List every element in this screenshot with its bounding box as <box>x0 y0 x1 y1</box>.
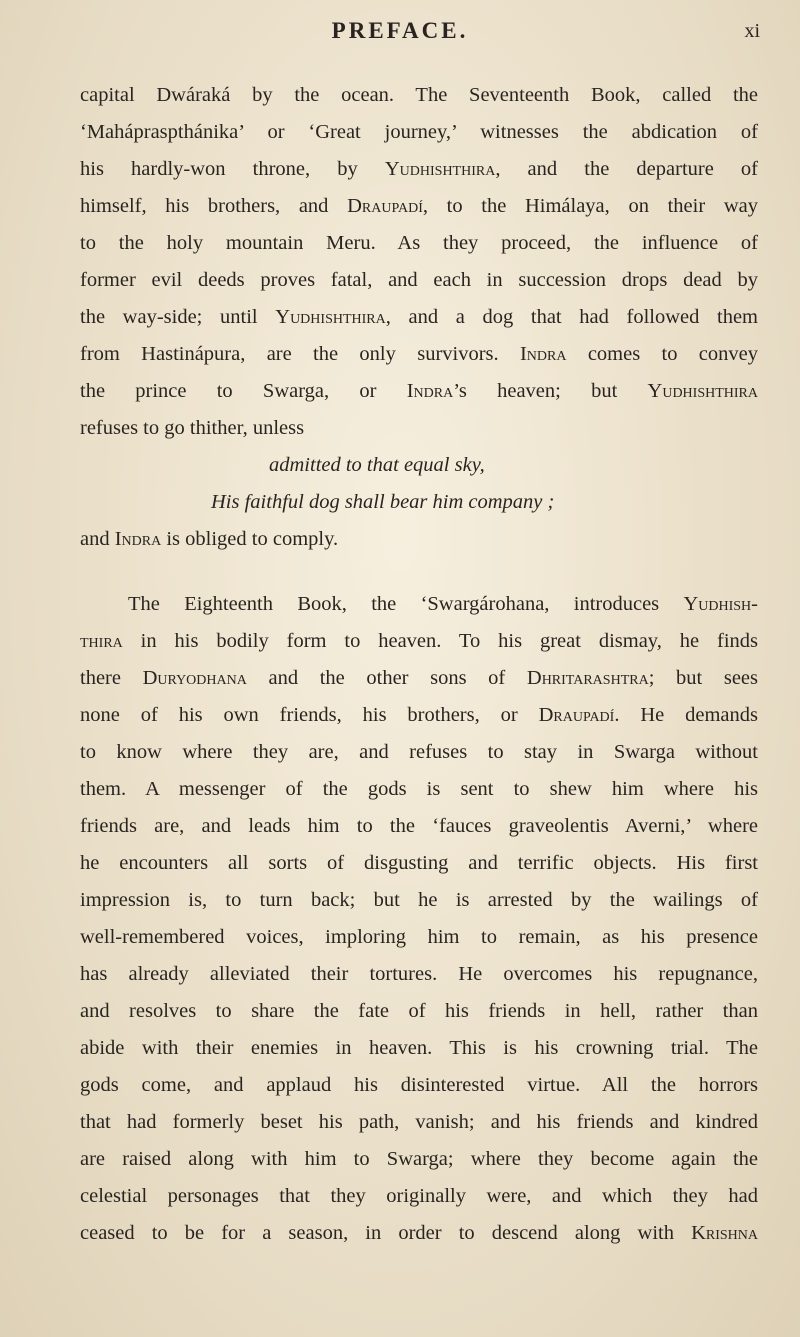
text-line: gods come, and applaud his disinterested virtue. All the horrors <box>80 1074 758 1096</box>
name-yudhishthira: Yudhish- <box>683 593 758 615</box>
text-line: none of his own friends, his brothers, or Draupadí. He demands <box>80 704 758 726</box>
text-line: to the holy mountain Meru. As they proceed, the influence of <box>80 232 758 254</box>
name-draupadi: Draupadí <box>538 704 615 726</box>
text-line: the way-side; until Yudhishthira, and a dog that had followed them <box>80 306 758 328</box>
name-duryodhana: Duryodhana <box>142 667 247 689</box>
paragraph-gap <box>80 558 758 586</box>
text-line: well-remembered voices, imploring him to remain, as his presence <box>80 926 758 948</box>
verse-line: His faithful dog shall bear him company ; <box>211 491 555 513</box>
text-line: ceased to be for a season, in order to descend along with Krishna <box>80 1222 758 1244</box>
name-indra: Indra <box>519 343 567 365</box>
text-line: from Hastinápura, are the only survivors. Indra comes to convey <box>80 343 759 365</box>
text-line: there Duryodhana and the other sons of Dhritarashtra; but sees <box>80 667 758 689</box>
text-line: friends are, and leads him to the ‘fauces graveolentis Averni,’ where <box>80 815 758 837</box>
running-head: PREFACE. <box>331 18 469 43</box>
name-indra: Indra <box>406 380 454 402</box>
text-line: and resolves to share the fate of his friends in hell, rather than <box>80 1000 758 1022</box>
text-line: ‘Mahápraspthánika’ or ‘Great journey,’ witnesses the abdication of <box>80 121 758 143</box>
page-header <box>0 18 800 50</box>
paragraph-3 <box>80 586 758 1252</box>
text-line: are raised along with him to Swarga; where they become again the <box>80 1148 758 1170</box>
text-line: them. A messenger of the gods is sent to shew him where his <box>80 778 758 800</box>
verse-quotation <box>80 447 758 521</box>
paragraph-2 <box>80 521 758 558</box>
name-indra: Indra <box>114 528 162 550</box>
paragraph-1 <box>80 77 758 447</box>
text-line: himself, his brothers, and Draupadí, to the Himálaya, on their way <box>80 195 758 217</box>
name-dhritarashtra: Dhritarashtra <box>526 667 649 689</box>
text-line: celestial personages that they originally were, and which they had <box>80 1185 758 1207</box>
name-draupadi: Draupadí <box>347 195 423 217</box>
text-line: to know where they are, and refuses to stay in Swarga without <box>80 741 758 763</box>
text-line: and Indra is obliged to comply. <box>80 528 339 550</box>
text-line: abide with their enemies in heaven. This is his crowning trial. The <box>80 1037 758 1059</box>
body-text <box>80 77 758 1252</box>
text-line: he encounters all sorts of disgusting and terrific objects. His first <box>80 852 758 874</box>
name-krishna: Krishna <box>691 1222 758 1244</box>
page-number: xi <box>744 20 760 42</box>
text-line: capital Dwáraká by the ocean. The Seventeenth Book, called the <box>80 84 758 106</box>
text-line: the prince to Swarga, or Indra’s heaven; but Yudhishthira <box>80 380 758 402</box>
name-yudhishthira: Yudhishthira <box>275 306 386 328</box>
name-yudhishthira: Yudhishthira <box>384 158 496 180</box>
text-line: The Eighteenth Book, the ‘Swargárohana, introduces Yudhish- <box>128 593 758 615</box>
verse-line: admitted to that equal sky, <box>269 454 485 476</box>
text-line: has already alleviated their tortures. He overcomes his repugnance, <box>80 963 758 985</box>
text-line: thira in his bodily form to heaven. To his great dismay, he finds <box>80 630 758 652</box>
text-line: his hardly-won throne, by Yudhishthira, and the departure of <box>80 158 758 180</box>
text-line: former evil deeds proves fatal, and each in succession drops dead by <box>80 269 758 291</box>
text-line: impression is, to turn back; but he is arrested by the wailings of <box>80 889 758 911</box>
text-line: that had formerly beset his path, vanish; and his friends and kindred <box>80 1111 758 1133</box>
text-line: refuses to go thither, unless <box>80 417 305 439</box>
name-yudhishthira: Yudhishthira <box>647 380 758 402</box>
